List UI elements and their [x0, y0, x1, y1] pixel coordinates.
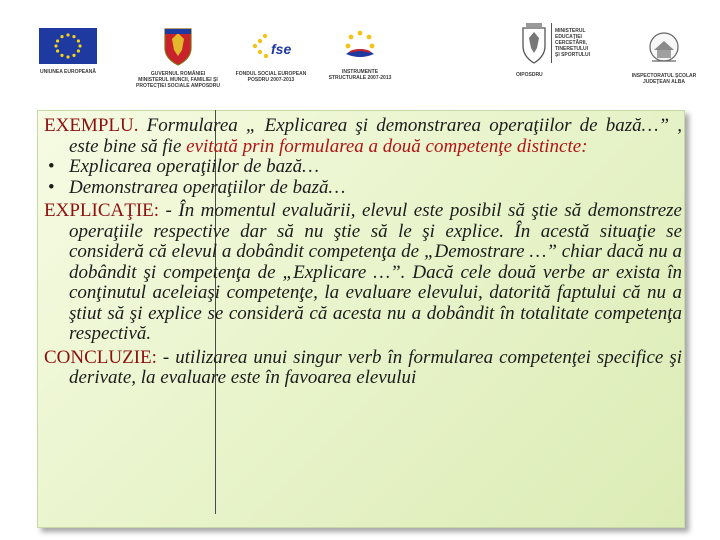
content-text	[44, 116, 682, 389]
logo-school-inspectorate	[628, 30, 700, 85]
ministry-line: ŞI SPORTULUI	[554, 52, 590, 58]
logo-caption: GUVERNUL ROMÂNIEI MINISTERUL MUNCII, FAMILIEI ŞI PROTECŢIEI SOCIALE AMPOSDRU	[136, 71, 220, 89]
logo-ministry-education	[510, 22, 600, 78]
example-text: Formularea „ Explicarea şi demonstrarea operaţiilor de bază…” ,	[138, 115, 682, 136]
bullet-marker: •	[48, 156, 55, 177]
ministry-line: TINERETULUI	[554, 46, 589, 52]
example-text: este bine să fie	[69, 135, 187, 157]
school-inspectorate-icon	[644, 30, 684, 68]
coat-of-arms-icon	[162, 26, 194, 66]
ministry-line: EDUCAŢIEI	[554, 34, 582, 40]
logo-european-union	[30, 28, 106, 75]
bullet-text: Explicarea operaţiilor de bază…	[69, 156, 319, 177]
example-paragraph	[44, 116, 682, 157]
logo-structural-instruments	[325, 28, 395, 81]
bullet-item	[44, 178, 682, 199]
explanation-text: - În momentul evaluării, elevul este posibil să ştie să demonstreze operaţiile respective dar să nu ştie să le şi explice. În acestă situaţie se consideră că elevul a dobândit competenţa de „Demostrare …” chiar dacă nu a dobândit şi competenţa de „Explicare …”. Dacă cele două verbe ar exista în conţinutul aceleiaşi competenţe, la evaluare elevului, datorită faptului că nu a ştiut să şi explice se consideră că acesta nu a dobândit în totalitate competenţa respectivă.	[69, 200, 682, 344]
conclusion-text: - utilizarea unui singur verb în formularea competenţei specifice şi derivate, la evaluare este în favoarea elevului	[69, 346, 682, 388]
svg-text:fse: fse	[271, 41, 292, 57]
structural-instruments-icon	[338, 28, 382, 64]
ministry-emblem-icon	[520, 22, 548, 64]
ministry-line: MINISTERUL	[554, 28, 586, 34]
logo-caption: OIPOSDRU	[516, 72, 543, 78]
logo-caption: INSPECTORATUL ŞCOLAR JUDEŢEAN ALBA	[631, 73, 697, 85]
fse-logo-icon	[249, 30, 293, 66]
conclusion-label: CONCLUZIE:	[44, 346, 157, 368]
logo-caption: UNIUNEA EUROPEANĂ	[40, 69, 96, 75]
logo-romanian-government	[135, 26, 221, 89]
logo-header	[0, 0, 720, 108]
eu-flag-icon	[39, 28, 97, 64]
logo-caption: FONDUL SOCIAL EUROPEAN POSDRU 2007-2013	[235, 71, 307, 83]
logo-fse	[233, 30, 309, 83]
emblem-divider	[551, 23, 552, 63]
example-highlight: evitată prin formularea a două competenţe distincte:	[186, 135, 588, 157]
example-label: EXEMPLU.	[44, 115, 139, 136]
logo-caption: INSTRUMENTE STRUCTURALE 2007-2013	[328, 69, 392, 81]
bullet-item	[44, 157, 682, 178]
explanation-paragraph	[44, 201, 682, 345]
explanation-label: EXPLICAŢIE:	[44, 200, 160, 221]
ministry-line: CERCETĂRII,	[554, 40, 587, 46]
bullet-marker: •	[48, 176, 55, 198]
bullet-text: Demonstrarea operaţiilor de bază…	[69, 176, 346, 198]
conclusion-paragraph	[44, 348, 682, 389]
